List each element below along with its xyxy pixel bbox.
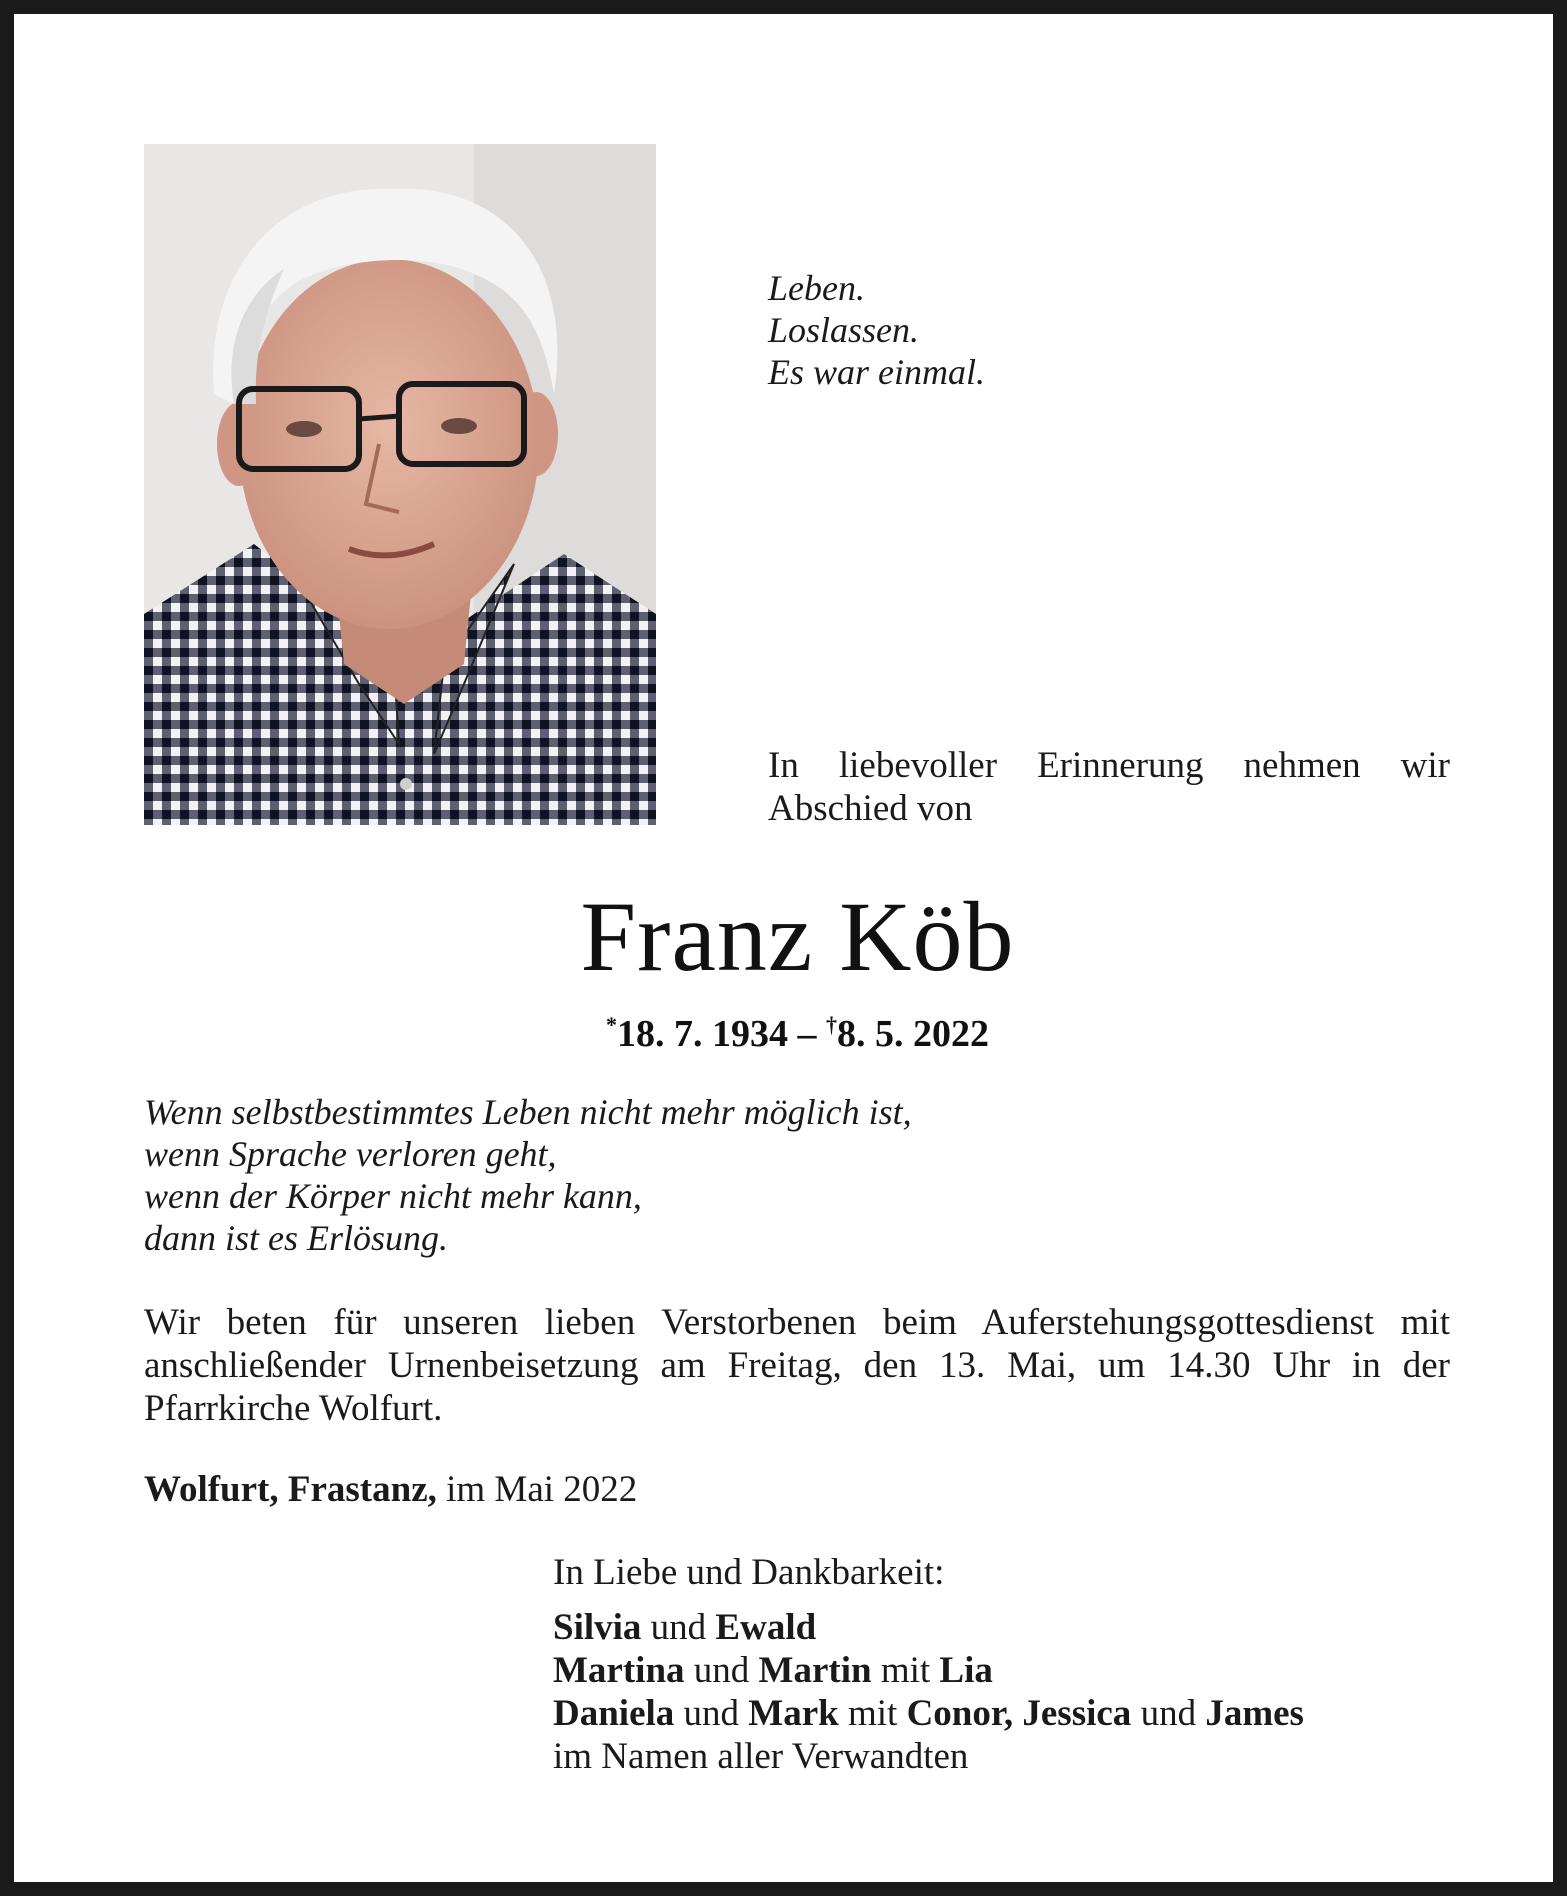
portrait-illustration <box>144 144 656 825</box>
poem-line: wenn der Körper nicht mehr kann, <box>144 1176 642 1216</box>
date-separator: – <box>788 1013 826 1055</box>
family-member: Mark <box>748 1693 839 1734</box>
relatives-line: im Namen aller Verwandten <box>553 1736 969 1777</box>
family-member: Martin <box>758 1650 872 1691</box>
poem-line: Wenn selbstbestimmtes Leben nicht mehr möglich ist, <box>144 1092 912 1132</box>
month-year: im Mai 2022 <box>436 1469 638 1510</box>
connector: mit <box>838 1693 907 1734</box>
family-line <box>553 1606 1304 1649</box>
birth-date: 18. 7. 1934 <box>617 1013 788 1055</box>
family-signoff <box>553 1551 1304 1778</box>
family-member: Conor, Jessica <box>906 1693 1132 1734</box>
portrait-photo <box>144 144 656 825</box>
family-member: James <box>1205 1693 1304 1734</box>
family-line <box>553 1692 1304 1735</box>
family-member: Daniela <box>553 1693 675 1734</box>
birth-symbol: * <box>606 1012 617 1037</box>
connector: und <box>641 1607 716 1648</box>
motto-line: Leben. <box>768 268 865 308</box>
poem-line: wenn Sprache verloren geht, <box>144 1134 557 1174</box>
poem-line: dann ist es Erlösung. <box>144 1218 449 1258</box>
death-symbol: † <box>826 1012 837 1037</box>
motto-line: Es war einmal. <box>768 352 986 392</box>
family-line <box>553 1649 1304 1692</box>
connector: mit <box>871 1650 940 1691</box>
intro-text: In liebevoller Erinnerung nehmen wir Abschied von <box>768 745 1450 829</box>
connector: und <box>684 1650 759 1691</box>
poem <box>144 1091 912 1259</box>
deceased-name: Franz Köb <box>580 881 1015 992</box>
family-member: Martina <box>553 1650 685 1691</box>
towns: Wolfurt, Frastanz, <box>144 1469 437 1510</box>
service-announcement: Wir beten für unseren lieben Verstorbenen beim Auferstehungsgottesdienst mit anschließender Urnenbeisetzung am Freitag, den 13. Mai, um 14.30 Uhr in der Pfarrkirche Wolfurt. <box>144 1302 1450 1429</box>
connector: und <box>1131 1693 1206 1734</box>
family-member: Ewald <box>715 1607 817 1648</box>
place-and-date <box>144 1468 637 1512</box>
motto-line: Loslassen. <box>768 310 920 350</box>
family-member: Silvia <box>553 1607 642 1648</box>
family-member: Lia <box>939 1650 993 1691</box>
death-date: 8. 5. 2022 <box>837 1013 989 1055</box>
life-dates <box>14 1002 1567 1057</box>
connector: und <box>674 1693 749 1734</box>
motto <box>768 267 985 393</box>
signoff-lead: In Liebe und Dankbarkeit: <box>553 1552 945 1593</box>
